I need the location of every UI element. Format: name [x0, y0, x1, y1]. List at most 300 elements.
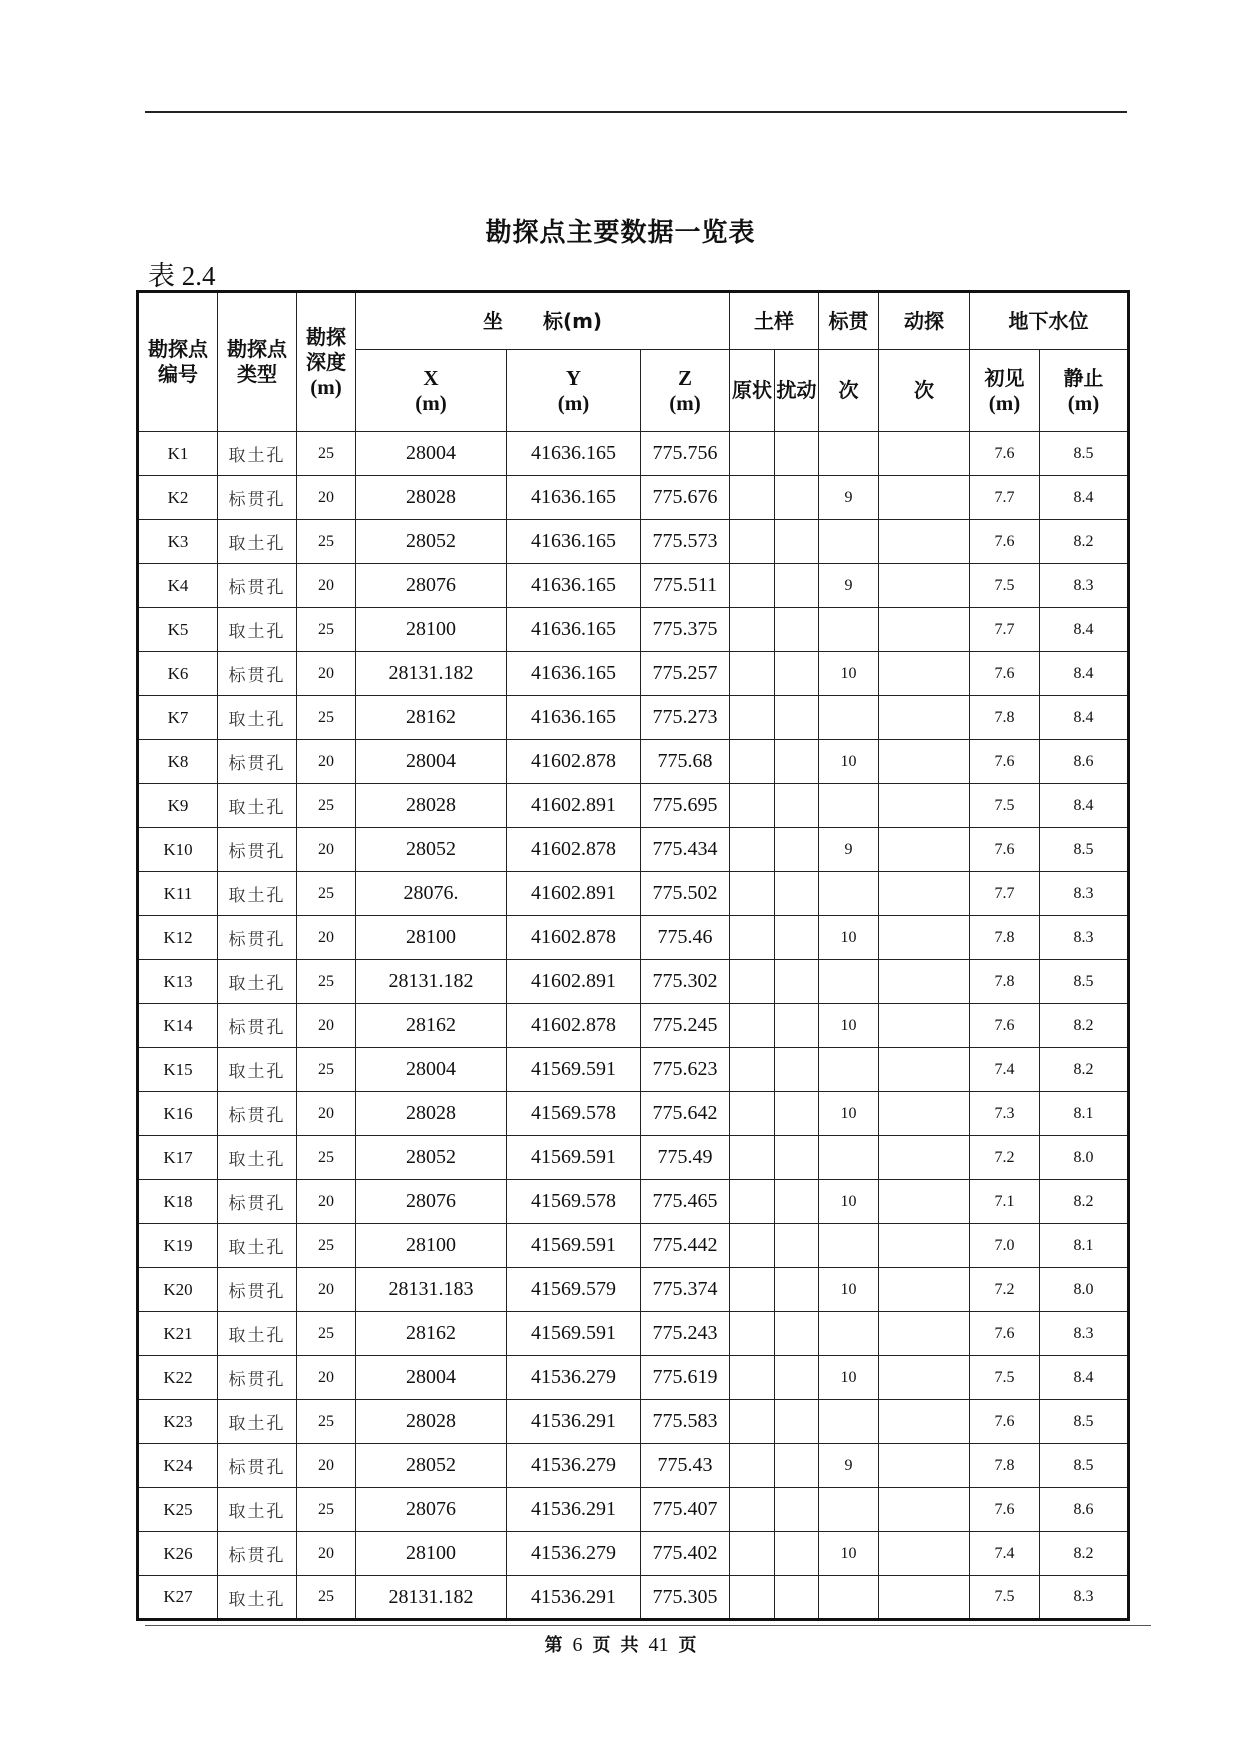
- cell-gw-initial: 7.4: [970, 1048, 1040, 1092]
- cell-undisturbed: [730, 520, 775, 564]
- cell-x: 28076: [356, 1488, 507, 1532]
- cell-undisturbed: [730, 1400, 775, 1444]
- cell-undisturbed: [730, 1268, 775, 1312]
- cell-depth: 25: [297, 960, 356, 1004]
- header-rule: [145, 111, 1127, 113]
- header-soil-sample: 土样: [730, 292, 819, 350]
- cell-gw-initial: 7.0: [970, 1224, 1040, 1268]
- cell-undisturbed: [730, 608, 775, 652]
- cell-undisturbed: [730, 916, 775, 960]
- cell-disturbed: [775, 1532, 819, 1576]
- table-row: [138, 1268, 1129, 1312]
- cell-x: 28004: [356, 1356, 507, 1400]
- cell-depth: 25: [297, 520, 356, 564]
- cell-gw-initial: 7.7: [970, 476, 1040, 520]
- table-row: [138, 1092, 1129, 1136]
- cell-z: 775.434: [641, 828, 730, 872]
- cell-depth: 25: [297, 696, 356, 740]
- table-row: [138, 1488, 1129, 1532]
- cell-point-type: 取土孔: [218, 1224, 297, 1268]
- cell-x: 28028: [356, 476, 507, 520]
- cell-point-type: 标贯孔: [218, 1092, 297, 1136]
- table-row: [138, 828, 1129, 872]
- cell-x: 28131.183: [356, 1268, 507, 1312]
- cell-y: 41536.291: [507, 1576, 641, 1620]
- cell-spt: [819, 872, 879, 916]
- cell-z: 775.642: [641, 1092, 730, 1136]
- cell-y: 41602.878: [507, 1004, 641, 1048]
- cell-point-type: 取土孔: [218, 1576, 297, 1620]
- cell-x: 28100: [356, 1224, 507, 1268]
- cell-dcp: [879, 1488, 970, 1532]
- header-depth: 勘探深度 (m): [297, 292, 356, 432]
- table-label: 表 2.4: [148, 261, 216, 291]
- cell-dcp: [879, 1048, 970, 1092]
- cell-dcp: [879, 652, 970, 696]
- cell-dcp: [879, 740, 970, 784]
- cell-spt: 9: [819, 564, 879, 608]
- cell-depth: 20: [297, 740, 356, 784]
- cell-gw-initial: 7.6: [970, 652, 1040, 696]
- cell-undisturbed: [730, 564, 775, 608]
- cell-gw-initial: 7.3: [970, 1092, 1040, 1136]
- cell-spt: [819, 784, 879, 828]
- cell-z: 775.619: [641, 1356, 730, 1400]
- cell-undisturbed: [730, 432, 775, 476]
- cell-disturbed: [775, 1180, 819, 1224]
- cell-x: 28052: [356, 520, 507, 564]
- cell-gw-initial: 7.2: [970, 1268, 1040, 1312]
- cell-depth: 25: [297, 1576, 356, 1620]
- table-row: [138, 1312, 1129, 1356]
- cell-y: 41602.891: [507, 960, 641, 1004]
- cell-dcp: [879, 520, 970, 564]
- table-row: [138, 696, 1129, 740]
- cell-dcp: [879, 960, 970, 1004]
- cell-dcp: [879, 916, 970, 960]
- cell-y: 41536.279: [507, 1356, 641, 1400]
- cell-gw-static: 8.1: [1040, 1092, 1129, 1136]
- cell-y: 41536.279: [507, 1444, 641, 1488]
- cell-point-type: 标贯孔: [218, 1180, 297, 1224]
- cell-spt: [819, 608, 879, 652]
- cell-z: 775.374: [641, 1268, 730, 1312]
- cell-gw-static: 8.2: [1040, 1004, 1129, 1048]
- cell-disturbed: [775, 1312, 819, 1356]
- cell-z: 775.243: [641, 1312, 730, 1356]
- cell-gw-static: 8.5: [1040, 828, 1129, 872]
- cell-point-type: 标贯孔: [218, 828, 297, 872]
- cell-point-type: 标贯孔: [218, 1444, 297, 1488]
- table-row: [138, 476, 1129, 520]
- cell-gw-static: 8.4: [1040, 608, 1129, 652]
- cell-dcp: [879, 1180, 970, 1224]
- cell-spt: [819, 1488, 879, 1532]
- cell-disturbed: [775, 1576, 819, 1620]
- cell-disturbed: [775, 696, 819, 740]
- cell-point-type: 标贯孔: [218, 916, 297, 960]
- cell-gw-initial: 7.5: [970, 1576, 1040, 1620]
- cell-point-type: 取土孔: [218, 784, 297, 828]
- cell-y: 41636.165: [507, 696, 641, 740]
- cell-z: 775.756: [641, 432, 730, 476]
- cell-z: 775.407: [641, 1488, 730, 1532]
- table-row: [138, 1356, 1129, 1400]
- cell-gw-initial: 7.2: [970, 1136, 1040, 1180]
- cell-gw-static: 8.4: [1040, 696, 1129, 740]
- cell-gw-initial: 7.6: [970, 432, 1040, 476]
- cell-point-type: 取土孔: [218, 1400, 297, 1444]
- cell-point-id: K23: [138, 1400, 218, 1444]
- cell-y: 41569.578: [507, 1092, 641, 1136]
- cell-gw-initial: 7.5: [970, 564, 1040, 608]
- cell-x: 28076: [356, 564, 507, 608]
- cell-y: 41602.891: [507, 872, 641, 916]
- cell-disturbed: [775, 520, 819, 564]
- cell-point-id: K5: [138, 608, 218, 652]
- cell-gw-static: 8.2: [1040, 1180, 1129, 1224]
- cell-y: 41569.579: [507, 1268, 641, 1312]
- cell-depth: 25: [297, 1488, 356, 1532]
- cell-depth: 20: [297, 916, 356, 960]
- cell-x: 28100: [356, 916, 507, 960]
- cell-depth: 20: [297, 1004, 356, 1048]
- cell-disturbed: [775, 872, 819, 916]
- cell-point-type: 标贯孔: [218, 1004, 297, 1048]
- cell-x: 28131.182: [356, 652, 507, 696]
- cell-point-type: 取土孔: [218, 960, 297, 1004]
- cell-dcp: [879, 1312, 970, 1356]
- cell-point-type: 标贯孔: [218, 564, 297, 608]
- cell-depth: 25: [297, 784, 356, 828]
- cell-dcp: [879, 432, 970, 476]
- cell-undisturbed: [730, 1180, 775, 1224]
- cell-spt: 10: [819, 1092, 879, 1136]
- header-z: Z (m): [641, 350, 730, 432]
- cell-x: 28052: [356, 1136, 507, 1180]
- cell-point-type: 标贯孔: [218, 1532, 297, 1576]
- cell-undisturbed: [730, 1224, 775, 1268]
- cell-disturbed: [775, 432, 819, 476]
- cell-spt: 9: [819, 1444, 879, 1488]
- header-gw-initial: 初见 (m): [970, 350, 1040, 432]
- cell-disturbed: [775, 784, 819, 828]
- cell-spt: [819, 520, 879, 564]
- cell-gw-static: 8.6: [1040, 740, 1129, 784]
- cell-y: 41636.165: [507, 652, 641, 696]
- cell-undisturbed: [730, 1532, 775, 1576]
- header-undisturbed: 原状: [730, 350, 775, 432]
- page-footer: [0, 1631, 1241, 1657]
- cell-undisturbed: [730, 872, 775, 916]
- cell-y: 41536.279: [507, 1532, 641, 1576]
- cell-z: 775.273: [641, 696, 730, 740]
- cell-point-type: 取土孔: [218, 872, 297, 916]
- cell-z: 775.402: [641, 1532, 730, 1576]
- cell-spt: 10: [819, 1532, 879, 1576]
- cell-spt: [819, 960, 879, 1004]
- cell-x: 28052: [356, 828, 507, 872]
- cell-disturbed: [775, 1356, 819, 1400]
- cell-undisturbed: [730, 1048, 775, 1092]
- cell-point-type: 取土孔: [218, 1488, 297, 1532]
- cell-undisturbed: [730, 1092, 775, 1136]
- cell-undisturbed: [730, 652, 775, 696]
- cell-y: 41536.291: [507, 1400, 641, 1444]
- cell-gw-static: 8.5: [1040, 1400, 1129, 1444]
- footer-page-number: 6: [572, 1634, 583, 1656]
- cell-gw-initial: 7.6: [970, 1400, 1040, 1444]
- cell-y: 41569.591: [507, 1048, 641, 1092]
- cell-x: 28162: [356, 1004, 507, 1048]
- cell-spt: [819, 696, 879, 740]
- cell-gw-initial: 7.6: [970, 1004, 1040, 1048]
- cell-dcp: [879, 1004, 970, 1048]
- cell-depth: 20: [297, 1356, 356, 1400]
- table-row: [138, 608, 1129, 652]
- cell-point-id: K1: [138, 432, 218, 476]
- cell-dcp: [879, 1224, 970, 1268]
- cell-gw-initial: 7.5: [970, 1356, 1040, 1400]
- table-row: [138, 564, 1129, 608]
- cell-spt: 10: [819, 1180, 879, 1224]
- cell-undisturbed: [730, 476, 775, 520]
- cell-z: 775.502: [641, 872, 730, 916]
- cell-gw-initial: 7.1: [970, 1180, 1040, 1224]
- cell-dcp: [879, 696, 970, 740]
- cell-y: 41569.578: [507, 1180, 641, 1224]
- cell-z: 775.305: [641, 1576, 730, 1620]
- cell-depth: 25: [297, 1048, 356, 1092]
- cell-disturbed: [775, 1004, 819, 1048]
- cell-gw-static: 8.6: [1040, 1488, 1129, 1532]
- cell-spt: [819, 1224, 879, 1268]
- cell-point-id: K8: [138, 740, 218, 784]
- cell-point-id: K10: [138, 828, 218, 872]
- cell-z: 775.676: [641, 476, 730, 520]
- cell-point-id: K14: [138, 1004, 218, 1048]
- cell-dcp: [879, 828, 970, 872]
- cell-point-id: K2: [138, 476, 218, 520]
- cell-depth: 20: [297, 828, 356, 872]
- cell-undisturbed: [730, 1356, 775, 1400]
- cell-spt: [819, 1048, 879, 1092]
- cell-point-id: K4: [138, 564, 218, 608]
- cell-disturbed: [775, 916, 819, 960]
- cell-y: 41636.165: [507, 608, 641, 652]
- cell-point-id: K13: [138, 960, 218, 1004]
- cell-gw-static: 8.5: [1040, 432, 1129, 476]
- cell-gw-initial: 7.6: [970, 1488, 1040, 1532]
- header-groundwater: 地下水位: [970, 292, 1129, 350]
- cell-dcp: [879, 1444, 970, 1488]
- cell-spt: 9: [819, 828, 879, 872]
- footer-rule: [145, 1625, 1151, 1626]
- cell-disturbed: [775, 1488, 819, 1532]
- table-row: [138, 872, 1129, 916]
- cell-z: 775.695: [641, 784, 730, 828]
- cell-undisturbed: [730, 828, 775, 872]
- cell-depth: 25: [297, 872, 356, 916]
- cell-point-id: K15: [138, 1048, 218, 1092]
- cell-depth: 25: [297, 608, 356, 652]
- page-title: 勘探点主要数据一览表: [485, 218, 756, 248]
- cell-undisturbed: [730, 1136, 775, 1180]
- footer-total-word: 共: [620, 1635, 639, 1656]
- cell-undisturbed: [730, 1312, 775, 1356]
- cell-disturbed: [775, 960, 819, 1004]
- cell-x: 28004: [356, 740, 507, 784]
- cell-y: 41536.291: [507, 1488, 641, 1532]
- cell-disturbed: [775, 1136, 819, 1180]
- cell-gw-static: 8.2: [1040, 520, 1129, 564]
- cell-depth: 25: [297, 1224, 356, 1268]
- cell-y: 41569.591: [507, 1312, 641, 1356]
- cell-dcp: [879, 476, 970, 520]
- cell-disturbed: [775, 1400, 819, 1444]
- cell-y: 41569.591: [507, 1224, 641, 1268]
- cell-gw-initial: 7.5: [970, 784, 1040, 828]
- cell-spt: [819, 1312, 879, 1356]
- cell-gw-static: 8.4: [1040, 784, 1129, 828]
- table-row: [138, 916, 1129, 960]
- cell-gw-static: 8.3: [1040, 564, 1129, 608]
- cell-point-id: K7: [138, 696, 218, 740]
- table-row: [138, 784, 1129, 828]
- footer-total-pages: 41: [648, 1634, 669, 1656]
- header-point-id: 勘探点编号: [138, 292, 218, 432]
- cell-z: 775.245: [641, 1004, 730, 1048]
- cell-point-id: K22: [138, 1356, 218, 1400]
- cell-point-id: K20: [138, 1268, 218, 1312]
- cell-y: 41602.878: [507, 916, 641, 960]
- table-row: [138, 1004, 1129, 1048]
- cell-point-type: 标贯孔: [218, 476, 297, 520]
- cell-dcp: [879, 1400, 970, 1444]
- cell-spt: 10: [819, 916, 879, 960]
- header-spt: 标贯: [819, 292, 879, 350]
- cell-dcp: [879, 564, 970, 608]
- cell-spt: 10: [819, 1268, 879, 1312]
- cell-y: 41569.591: [507, 1136, 641, 1180]
- cell-z: 775.302: [641, 960, 730, 1004]
- cell-gw-static: 8.4: [1040, 652, 1129, 696]
- cell-y: 41636.165: [507, 432, 641, 476]
- cell-x: 28100: [356, 1532, 507, 1576]
- cell-z: 775.573: [641, 520, 730, 564]
- cell-gw-static: 8.0: [1040, 1268, 1129, 1312]
- cell-z: 775.68: [641, 740, 730, 784]
- cell-gw-initial: 7.8: [970, 960, 1040, 1004]
- cell-point-id: K11: [138, 872, 218, 916]
- cell-point-type: 取土孔: [218, 432, 297, 476]
- cell-point-id: K19: [138, 1224, 218, 1268]
- cell-spt: 10: [819, 1004, 879, 1048]
- cell-point-type: 取土孔: [218, 608, 297, 652]
- header-dcp-unit: 次: [879, 350, 970, 432]
- cell-point-type: 取土孔: [218, 1048, 297, 1092]
- cell-gw-static: 8.0: [1040, 1136, 1129, 1180]
- cell-dcp: [879, 1356, 970, 1400]
- cell-x: 28052: [356, 1444, 507, 1488]
- cell-dcp: [879, 1092, 970, 1136]
- cell-point-id: K16: [138, 1092, 218, 1136]
- cell-gw-initial: 7.8: [970, 696, 1040, 740]
- cell-gw-static: 8.3: [1040, 1312, 1129, 1356]
- cell-z: 775.511: [641, 564, 730, 608]
- cell-point-type: 取土孔: [218, 520, 297, 564]
- cell-depth: 20: [297, 476, 356, 520]
- cell-point-type: 标贯孔: [218, 652, 297, 696]
- cell-gw-static: 8.2: [1040, 1532, 1129, 1576]
- cell-y: 41636.165: [507, 520, 641, 564]
- cell-disturbed: [775, 1224, 819, 1268]
- cell-x: 28004: [356, 1048, 507, 1092]
- cell-disturbed: [775, 740, 819, 784]
- cell-z: 775.257: [641, 652, 730, 696]
- cell-z: 775.49: [641, 1136, 730, 1180]
- cell-point-id: K27: [138, 1576, 218, 1620]
- footer-total-suffix: 页: [678, 1635, 697, 1656]
- cell-y: 41636.165: [507, 476, 641, 520]
- cell-depth: 20: [297, 1532, 356, 1576]
- cell-depth: 20: [297, 564, 356, 608]
- cell-y: 41602.878: [507, 740, 641, 784]
- cell-point-id: K24: [138, 1444, 218, 1488]
- cell-gw-initial: 7.8: [970, 1444, 1040, 1488]
- cell-point-type: 取土孔: [218, 1312, 297, 1356]
- table-row: [138, 1444, 1129, 1488]
- cell-x: 28004: [356, 432, 507, 476]
- header-point-type: 勘探点类型: [218, 292, 297, 432]
- footer-page-prefix: 第: [544, 1635, 563, 1656]
- cell-gw-initial: 7.4: [970, 1532, 1040, 1576]
- table-row: [138, 1400, 1129, 1444]
- cell-gw-static: 8.3: [1040, 1576, 1129, 1620]
- cell-spt: 10: [819, 740, 879, 784]
- cell-x: 28131.182: [356, 960, 507, 1004]
- cell-gw-static: 8.4: [1040, 476, 1129, 520]
- cell-gw-initial: 7.6: [970, 520, 1040, 564]
- cell-y: 41602.891: [507, 784, 641, 828]
- cell-x: 28162: [356, 696, 507, 740]
- cell-x: 28131.182: [356, 1576, 507, 1620]
- cell-depth: 25: [297, 1312, 356, 1356]
- header-dynamic-probe: 动探: [879, 292, 970, 350]
- cell-point-id: K6: [138, 652, 218, 696]
- table-row: [138, 1048, 1129, 1092]
- table-row: [138, 1180, 1129, 1224]
- cell-disturbed: [775, 1092, 819, 1136]
- cell-gw-static: 8.5: [1040, 1444, 1129, 1488]
- cell-undisturbed: [730, 784, 775, 828]
- cell-point-id: K3: [138, 520, 218, 564]
- cell-z: 775.43: [641, 1444, 730, 1488]
- cell-z: 775.623: [641, 1048, 730, 1092]
- cell-z: 775.442: [641, 1224, 730, 1268]
- cell-depth: 20: [297, 1092, 356, 1136]
- cell-point-type: 标贯孔: [218, 740, 297, 784]
- table-row: [138, 1136, 1129, 1180]
- cell-undisturbed: [730, 960, 775, 1004]
- cell-gw-initial: 7.6: [970, 828, 1040, 872]
- cell-disturbed: [775, 652, 819, 696]
- cell-gw-initial: 7.7: [970, 608, 1040, 652]
- cell-x: 28028: [356, 1400, 507, 1444]
- cell-x: 28028: [356, 1092, 507, 1136]
- cell-z: 775.583: [641, 1400, 730, 1444]
- cell-point-type: 标贯孔: [218, 1268, 297, 1312]
